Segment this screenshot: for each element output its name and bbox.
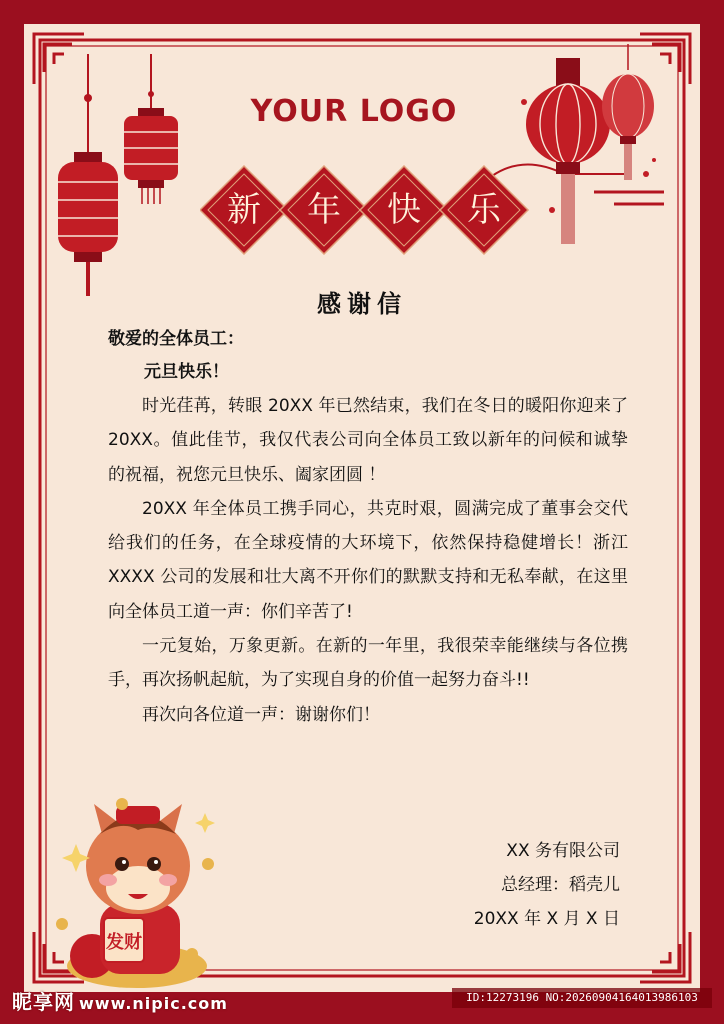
letter-page xyxy=(24,24,700,992)
company-name: XX 务有限公司 xyxy=(506,841,620,861)
letter-paragraph: 时光荏苒，转眼 20XX 年已然结束，我们在冬日的暖阳你迎来了 20XX。值此佳节，我仅代表公司向全体员工致以新年的问候和诚挚的祝福，祝您元旦快乐、阖家团圆 ！ xyxy=(108,396,628,485)
letter-body xyxy=(108,389,628,732)
greeting-char-3: 快 xyxy=(387,190,421,230)
letter-wish: 元旦快乐！ xyxy=(144,362,229,382)
watermark-site-name: 昵享网 xyxy=(12,990,75,1014)
lantern-left-icon xyxy=(58,54,118,296)
greeting-char-4: 乐 xyxy=(467,190,501,230)
watermark-id: ID:12273196 NO:20260904164013986103 xyxy=(452,988,712,1008)
horse-mascot-icon xyxy=(42,784,232,994)
watermark-site xyxy=(12,986,228,1015)
greeting-char-1: 新 xyxy=(227,190,261,230)
lantern-small-left-icon xyxy=(124,54,178,204)
mascot-banner-text: 发财 xyxy=(106,932,142,953)
letter-salutation: 敬爱的全体员工： xyxy=(108,329,244,349)
letter-date: 20XX 年 X 月 X 日 xyxy=(473,909,620,929)
manager-signature: 总经理：稻壳儿 xyxy=(501,875,620,895)
greeting-char-2: 年 xyxy=(307,190,341,230)
watermark-url: www.nipic.com xyxy=(79,994,228,1013)
logo-text: YOUR LOGO xyxy=(250,94,458,129)
letter-paragraph: 一元复始，万象更新。在新的一年里，我很荣幸能继续与各位携手，再次扬帆起航，为了实现自身的价值一起努力奋斗!! xyxy=(108,636,628,691)
letter-title: 感谢信 xyxy=(317,290,407,318)
letter-paragraph: 20XX 年全体员工携手同心，共克时艰，圆满完成了董事会交代给我们的任务，在全球疫情的大环境下，依然保持稳健增长！浙江 XXXX 公司的发展和壮大离不开你们的默默支持和无私奉献，在这里向全体员工道一声：你们辛苦了! xyxy=(108,498,628,622)
letter-paragraph: 再次向各位道一声：谢谢你们！ xyxy=(142,704,380,725)
